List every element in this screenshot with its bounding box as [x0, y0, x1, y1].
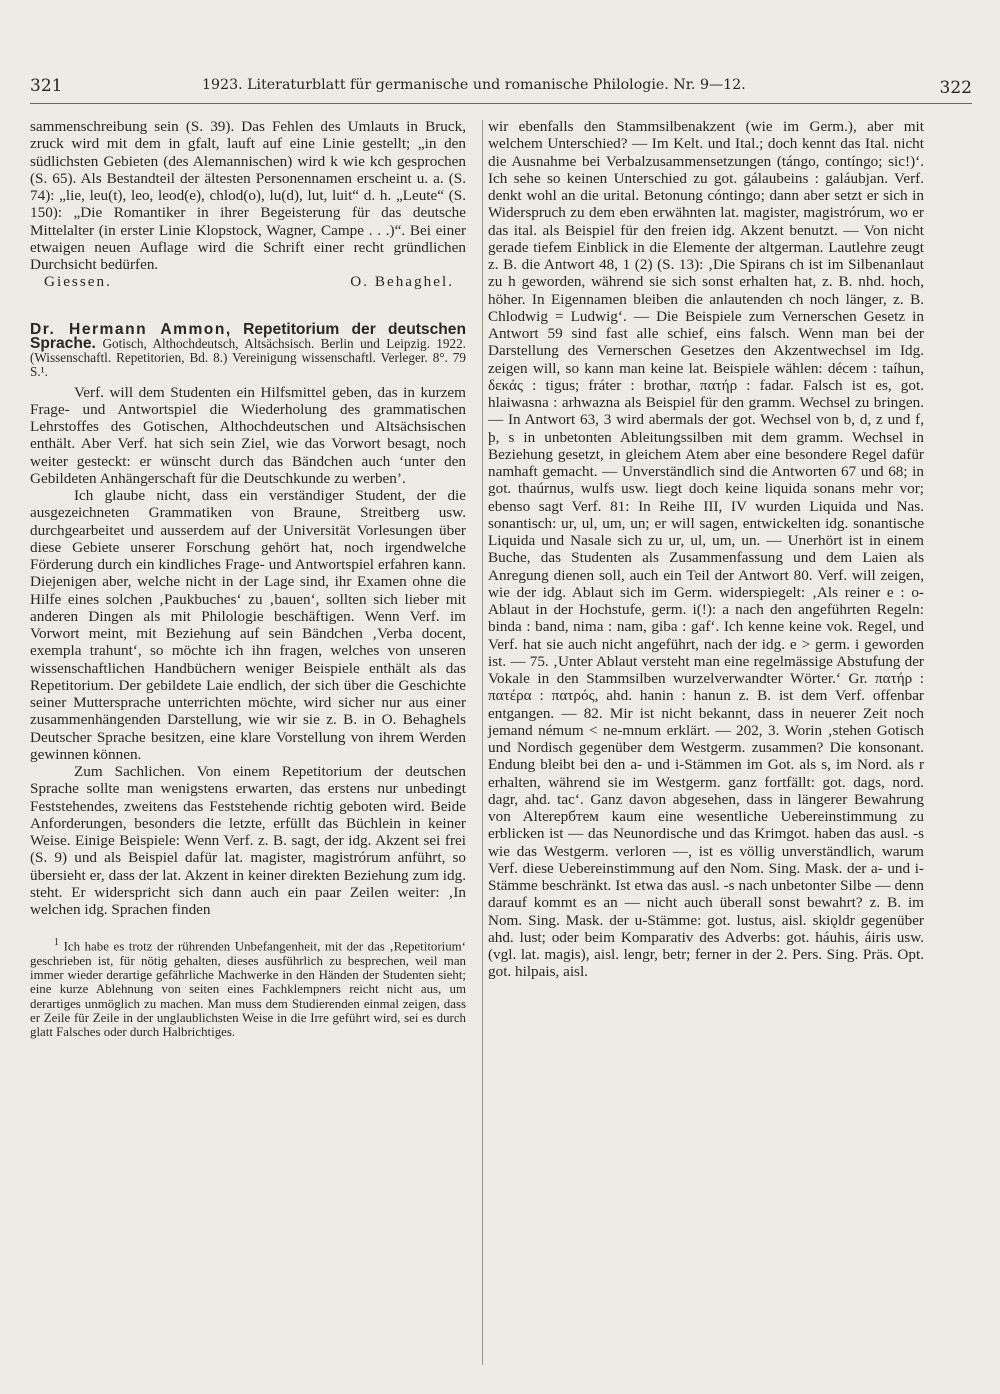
running-head: 1923. Literaturblatt für germanische und romanische Philologie. Nr. 9—12. — [202, 77, 746, 93]
signature-author: O. Behaghel. — [350, 273, 454, 291]
left-column — [30, 118, 466, 1039]
page-header — [30, 76, 972, 102]
right-column — [488, 118, 924, 981]
signature — [30, 273, 466, 290]
footnote-mark: 1 — [54, 937, 59, 949]
footnote — [30, 924, 466, 1039]
footnote-body: Ich habe es trotz der rührenden Unbefangenheit, mit der das ‚Repetitorium‘ geschrieben ist, für nötig gehalten, dieses ausführlich zu besprechen, weil man immer wieder derartige gefährliche Machwerke in den Händen der Studenten sieht; eine kurze Ablehnung von seiten eines Fachklempners reicht nicht aus, um derartiges unmöglich zu machen. Man muss dem Studierenden einmal zeigen, dass er Zeile für Zeile in der unglaublichsten Weise in die Irre geführt wird, sei es durch glatt Falsches oder durch Halbrichtiges. — [30, 939, 466, 1039]
review-author: Dr. Hermann Ammon, — [30, 320, 232, 338]
review-paragraph-2: Ich glaube nicht, dass ein verständiger Student, der die ausgezeichneten Grammatiken von Braune, Streitberg usw. durchgearbeitet und ausserdem auf der Universität Vorlesungen über diese Gebiete unserer Forschung gehört hat, noch irgendwelche Förderung durch ein kindliches Frage- und Antwortspiel erfahren kann. Diejenigen aber, welche nicht in der Lage sind, ihr Examen ohne die Hilfe eines solchen ‚Paukbuches‘ zu ‚bauen‘, sollten sich lieber mit anderen Dingen als mit Philologie beschäftigen. Wenn Verf. im Vorwort meint, mit Beziehung auf sein Bändchen ‚Verba docent, exempla trahunt‘, so möchte ich ihn fragen, welches von unseren wissenschaftlichen Handbüchern weniger Beispiele enthält als das Repetitorium. Der gebildete Laie endlich, der sich über die Geschichte seiner Muttersprache unterrichten möchte, wird sicher nur aus einer zusammenhängenden Darstellung, wie wir sie z. B. in O. Behaghels Deutscher Sprache besitzen, eine klare Vorstellung von ihrem Werden gewinnen können. — [30, 487, 466, 763]
review-title: Repetitorium der deutschen Sprache. — [30, 320, 466, 352]
page-number-left: 321 — [30, 76, 63, 96]
footnote-text — [30, 936, 466, 1039]
review-paragraph-1: Verf. will dem Studenten ein Hilfsmittel geben, das in kurzem Frage- und Antwortspiel die Wiederholung des grammatischen Lehrstoffes des Gotischen, Althochdeutschen und Altsächsischen enthält. Aber Verf. hat sich sein Ziel, wie das Vorwort besagt, noch weiter gesteckt: er wünscht durch das Bändchen auch ‘unter den Gebildeten Anhängerschaft für die Deutschkunde zu werben’. — [30, 383, 466, 487]
review-paragraph-continued: wir ebenfalls den Stammsilbenakzent (wie im Germ.), aber mit welchem Unterschied? — Im Kelt. und Ital.; doch kennt das Ital. nicht die Ausnahme bei Verbalzusammensetzungen (tángo, contíngo; sic!)‘. Ich sehe so keinen Unterschied zu got. gálaubeins : galáubjan. Verf. denkt wohl an die urital. Betonung cóntingo; dann aber setzt er sich in Widerspruch zu dem eben erwähnten lat. magister, magistrórum, wo er das ital. als Beispiel für den freien idg. Akzent benutzt. — Von nicht gerade tiefem Einblick in die Elemente der altgerman. Lautlehre zeugt z. B. die Antwort 48, 1 (2) (S. 13): ‚Die Spirans ch ist im Silbenanlaut zu h geworden, während sie sich sonst erhalten hat, z. B. nhd. hoch, höher. In Eigennamen bleiben die anlautenden ch noch länger, z. B. Chlodwig = Ludwig‘. — Die Beispiele zum Vernerschen Gesetz in Antwort 59 sind fast alle schief, eins falsch. Wenn man bei der Darstellung des Vernerschen Gesetzes den Akzentwechsel im Idg. zeigen will, so kann man keine lat. Beispiele wählen: décem : taíhun, δεκάς : tigus; fráter : brothar, πατήρ : fadar. Falsch ist es, got. hlaiwasna : arhwazna als Beispiel für den gramm. Wechsel zu bringen. — In Antwort 63, 3 wird abermals der got. Wechsel von b, d, z und f, þ, s in unbetonten Ableitungssilben mit dem gramm. Wechsel in Beziehung gesetzt, in gleichem Atem aber eine besondere Regel dafür namhaft gemacht. — Unverständlich sind die Antworten 67 und 68; in got. thaúrnus, wulfs usw. liegt doch keine liquida sonans mehr vor; ebenso sagt Verf. 81: In Reihe III, IV wurden Liquida und Nas. sonantisch: ur, ul, um, un; er will sagen, entwickelten idg. sonantische Liquida und Nasale sich zu ur, ul, um, un. — Unerhört ist in einem Buche, das Studenten als Zusammenfassung und dem Laien als Anregung dienen soll, auch ein Teil der Antwort 80. Verf. will zeigen, wie der idg. Ablaut sich im Germ. widerspiegelt: ‚Als reiner e : o-Ablaut in der Hochstufe, germ. i(!): a nach den angeführten Regeln: binda : band, nima : nam, giba : gaf‘. Ich kenne keine vok. Regel, und Verf. hat sie auch nicht angeführt, nach der idg. e > germ. i geworden ist. — 75. ‚Unter Ablaut versteht man eine regelmässige Abstufung der Vokale in den Stammsilben wurzelverwandter Wörter.‘ Gr. πατήρ : πατέρα : πατρός, ahd. hanin : hanun z. B. ist dem Verf. offenbar entgangen. — 82. Mir ist nicht bekannt, dass in neuerer Zeit noch jemand némum < ne-mnum erklärt. — 202, 3. Worin ‚stehen Gotisch und Nordisch gegenüber dem Westgerm. zusammen? Die konsonant. Endung bleibt bei den a- und i-Stämmen im Got. als s, im Nord. als r erhalten, während sie im Westgerm. ganz fortfällt: got. dags, nord. dagr, ahd. tac‘. Ganz davon abgesehen, dass in längerer Bewahrung von Alterербтем kaum eine wesentliche Uebereinstimmung zu erblicken ist — das Neunordische und das Krimgot. haben das ausl. -s wie das Westgerm. verloren —, ist es völlig unverständlich, warum Verf. diese Uebereinstimmung auf den Nom. Sing. Mask. der a- und i-Stämme beschränkt. Ist etwa das ausl. -s nach unbetonter Silbe — denn darauf kommt es an — nicht auch überall sonst bewahrt? z. B. im Nom. Sing. Mask. der u-Stämme: got. lustus, aisl. skiǫldr gegenüber ahd. lust; oder beim Komparativ des Adverbs: got. háuhis, áiris usw. (vgl. lat. magis), aisl. lengr, betr; ferner in der 2. Pers. Sing. Präs. Opt. got. hilpais, aisl. — [488, 118, 924, 981]
page-number-right: 322 — [939, 78, 972, 98]
review-paragraph-3: Zum Sachlichen. Von einem Repetitorium der deutschen Sprache sollte man wenigstens erwarten, das erstens nur unbedingt Feststehendes, zweitens das Feststehende richtig geboten wird. Beide Anforderungen, besonders die letzte, erfüllt das Büchlein in keiner Weise. Einige Beispiele: Wenn Verf. z. B. sagt, der idg. Akzent sei frei (S. 9) und als Beispiel dafür lat. magister, magistrórum anführt, so übersieht er, dass der lat. Akzent in keiner direkten Beziehung zum idg. steht. Er widerspricht sich dann auch ein paar Zeilen weiter: ‚In welchen idg. Sprachen finden — [30, 763, 466, 919]
signature-city: Giessen. — [44, 273, 112, 291]
column-divider — [482, 120, 483, 1365]
review-bibliography: Gotisch, Althochdeutsch, Altsächsisch. Berlin und Leipzig. 1922. (Wissenschaftl. Repetitorien, Bd. 8.) Vereinigung wissenschaftl. Verleger. 8°. 79 S.¹. — [30, 335, 466, 380]
review-heading — [30, 320, 466, 380]
header-rule — [30, 103, 972, 104]
paragraph-continued: sammenschreibung sein (S. 39). Das Fehlen des Umlauts in Bruck, zruck wird mit dem in gfalt, lauft auf eine Linie gestellt; „in den südlichsten Gebieten (des Alemannischen) wird k wie kch gesprochen (S. 65). Als Bestandteil der ältesten Personennamen erscheint u. a. (S. 74): „lie, leu(t), leo, leod(e), chlod(o), lu(d), lut, luit“ d. h. „Leute“ (S. 150): „Die Romantiker in ihrer Begeisterung für das deutsche Mittelalter (in erster Linie Klopstock, Wagner, Campe . . .)“. Bei einer etwaigen neuen Auflage wird die Schrift einer recht gründlichen Durchsicht bedürfen. — [30, 118, 466, 273]
footnote-spacer — [30, 924, 466, 936]
